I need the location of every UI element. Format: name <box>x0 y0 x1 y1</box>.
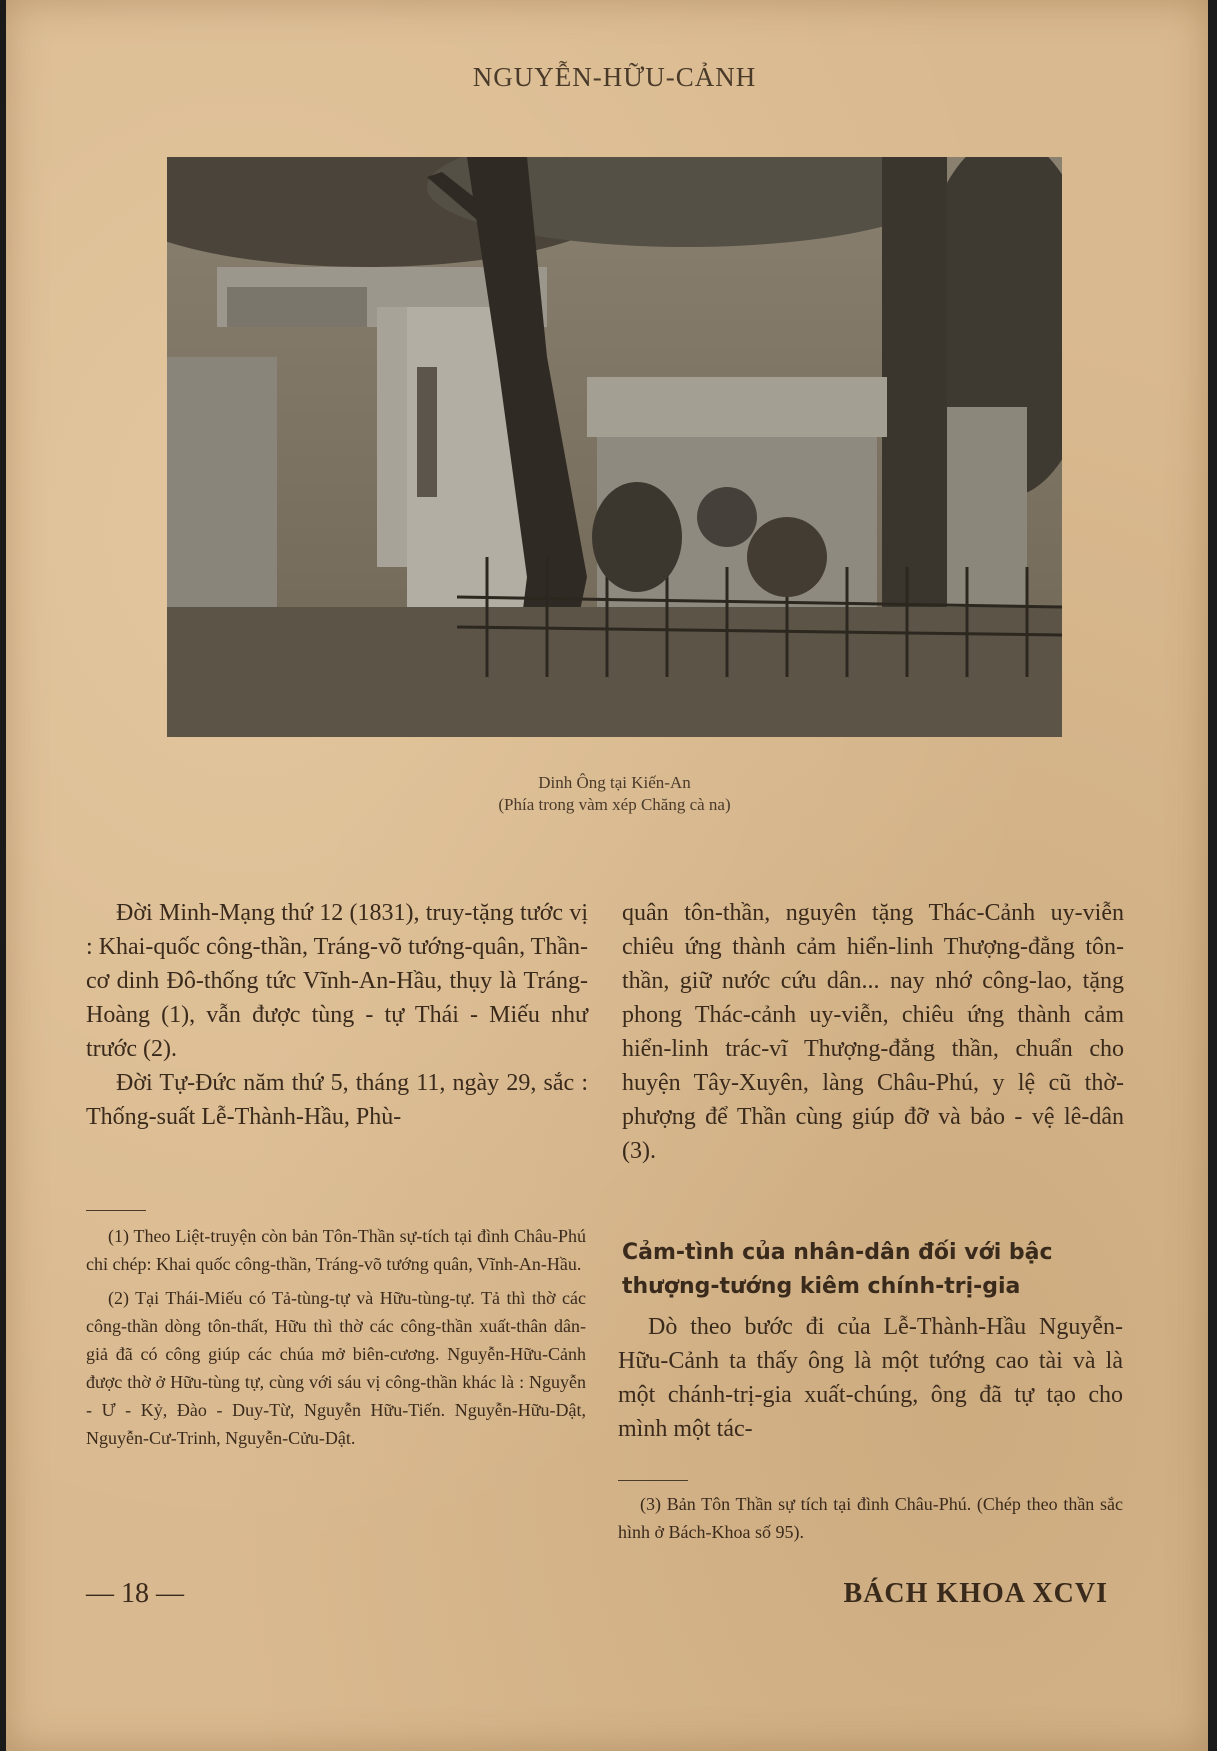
right-paragraph-2: Dò theo bước đi của Lễ-Thành-Hầu Nguyễn-Hữu-Cảnh ta thấy ông là một tướng cao tài và là một chánh-trị-gia xuất-chúng, ông đã tự tạo cho mình một tác- <box>618 1314 1123 1442</box>
right-column-continued <box>618 1310 1123 1446</box>
publication-title: BÁCH KHOA XCVI <box>843 1578 1108 1609</box>
footnote-1: (1) Theo Liệt-truyện còn bản Tôn-Thần sự-tích tại đình Châu-Phú chỉ chép: Khai quốc công-thần, Tráng-võ tướng quân, Vĩnh-An-Hầu. <box>86 1226 586 1274</box>
photo-image <box>167 157 1062 737</box>
footnote-rule-left <box>86 1210 146 1211</box>
footnote-3: (3) Bản Tôn Thần sự tích tại đình Châu-Phú. (Chép theo thần sắc hình ở Bách-Khoa số 95). <box>618 1494 1123 1542</box>
footnote-2: (2) Tại Thái-Miếu có Tả-tùng-tự và Hữu-tùng-tự. Tả thì thờ các công-thần dòng tôn-thất, Hữu thì thờ các công-thần xuất-thân dân-giả đã có công giúp các chúa mở biên-cương. Nguyễn-Hữu-Cảnh được thờ ở Hữu-tùng tự, cùng với sáu vị công-thần khác là : Nguyễn - Ư - Kỷ, Đào - Duy-Từ, Nguyễn Hữu-Tiến. Nguyễn-Hữu-Dật, Nguyễn-Cư-Trinh, Nguyễn-Cửu-Dật. <box>86 1288 586 1448</box>
caption-line-2: (Phía trong vàm xép Chăng cà na) <box>498 795 731 814</box>
running-title: NGUYỄN-HỮU-CẢNH <box>472 62 757 92</box>
left-column <box>86 896 588 1134</box>
caption-line-1: Dinh Ông tại Kiến-An <box>538 773 691 792</box>
right-paragraph-1: quân tôn-thần, nguyên tặng Thác-Cảnh uy-viễn chiêu ứng thành cảm hiển-linh Thượng-đẳng tôn-thần, giữ nước cứu dân... nay nhớ công-lao, tặng phong Thác-cảnh uy-viễn, chiêu ứng thành cảm hiển-linh trác-vĩ Thượng-đẳng thần, chuẩn cho huyện Tây-Xuyên, làng Châu-Phú, y lệ cũ thờ-phượng để Thần cùng giúp đỡ và bảo - vệ lê-dân (3). <box>622 900 1124 1164</box>
right-footnotes <box>618 1490 1123 1552</box>
section-heading: Cảm-tình của nhân-dân đối với bậc thượng-tướng kiêm chính-trị-gia <box>622 1240 1053 1299</box>
page <box>6 0 1208 1751</box>
right-column <box>622 896 1124 1168</box>
left-paragraph-2: Đời Tự-Đức năm thứ 5, tháng 11, ngày 29, sắc : Thống-suất Lễ-Thành-Hầu, Phù- <box>86 1070 588 1130</box>
left-paragraph-1: Đời Minh-Mạng thứ 12 (1831), truy-tặng tước vị : Khai-quốc công-thần, Tráng-võ tướng-quân, Thần-cơ dinh Đô-thống tức Vĩnh-An-Hầu, thụy là Tráng-Hoàng (1), vẫn được tùng - tự Thái - Miếu như trước (2). <box>86 900 588 1062</box>
photo <box>167 157 1062 737</box>
photo-caption <box>6 772 1217 816</box>
page-number: — 18 — <box>86 1578 184 1609</box>
footnote-rule-right <box>618 1480 688 1481</box>
left-footnotes <box>86 1222 586 1458</box>
